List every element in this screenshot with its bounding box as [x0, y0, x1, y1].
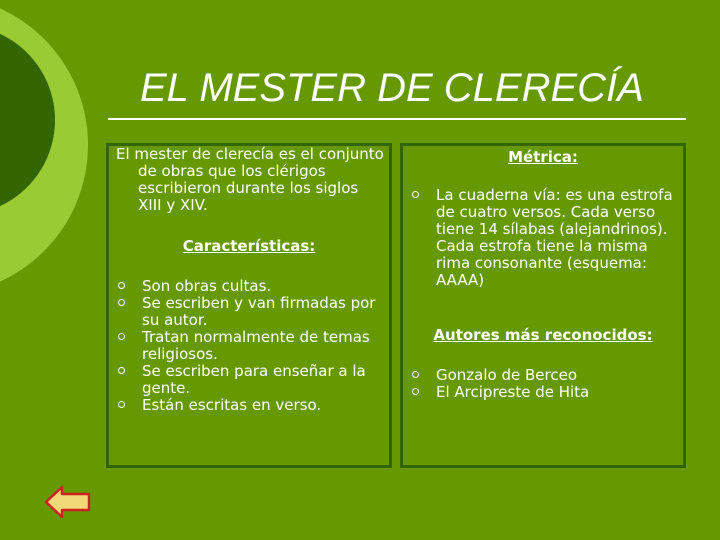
bullet-icon: [412, 388, 419, 395]
slide-title: EL MESTER DE CLERECÍA: [140, 66, 644, 110]
metrica-list: [410, 187, 680, 289]
bullet-icon: [412, 191, 419, 198]
list-item: Gonzalo de Berceo: [410, 367, 680, 384]
bullet-icon: [412, 371, 419, 378]
title-divider: [108, 118, 686, 120]
bullet-icon: [118, 401, 125, 408]
metrica-heading: Métrica:: [508, 148, 578, 166]
autores-list: [410, 367, 680, 401]
list-item: Se escriben y van firmadas por su autor.: [116, 295, 382, 329]
caracteristicas-heading: Características:: [182, 237, 316, 255]
list-item: El Arcipreste de Hita: [410, 384, 680, 401]
list-item: Tratan normalmente de temas religiosos.: [116, 329, 382, 363]
bullet-icon: [118, 333, 125, 340]
bullet-icon: [118, 367, 125, 374]
caracteristicas-list: [116, 278, 382, 414]
bullet-icon: [118, 299, 125, 306]
autores-heading: Autores más reconocidos:: [433, 326, 653, 344]
list-item: La cuaderna vía: es una estrofa de cuatro versos. Cada verso tiene 14 sílabas (alejandrinos). Cada estrofa tiene la misma rima consonante (esquema: AAAA): [410, 187, 680, 289]
bullet-icon: [118, 282, 125, 289]
list-item: Están escritas en verso.: [116, 397, 382, 414]
list-item: Se escriben para enseñar a la gente.: [116, 363, 382, 397]
left-arrow-icon[interactable]: [44, 484, 92, 520]
list-item: Son obras cultas.: [116, 278, 382, 295]
intro-text: El mester de clerecía es el conjunto de obras que los clérigos escribieron durante los siglos XIII y XIV.: [116, 145, 384, 214]
